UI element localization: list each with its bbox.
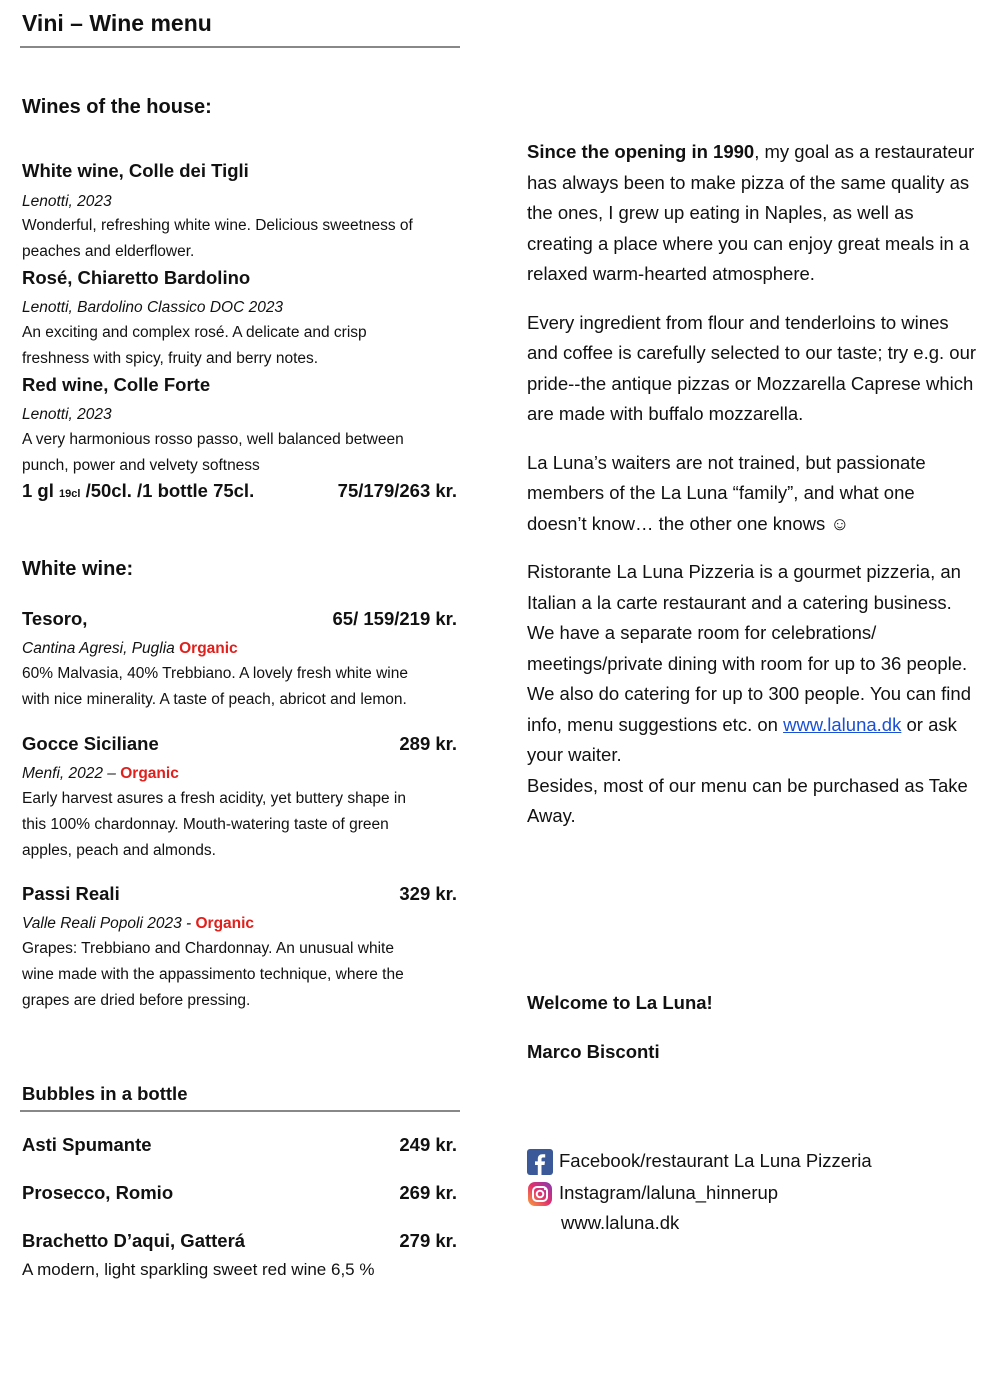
bubbles-item — [22, 1182, 457, 1204]
gocce-origin — [22, 761, 179, 786]
about-paragraph: Besides, most of our menu can be purchased as Take Away. — [527, 774, 968, 826]
gocce-price: 289 kr. — [399, 733, 457, 754]
bubbles-item-name: Brachetto D’aqui, Gatterá — [22, 1230, 246, 1251]
about-paragraph: Every ingredient from flour and tenderloins to wines and coffee is carefully selected to our taste; try e.g. our pride--the antique pizzas or Mozzarella Caprese which are made with buffalo mozzarella. — [527, 311, 977, 424]
signature: Marco Bisconti — [527, 1041, 660, 1062]
paragraph-text: We have a separate room for celebrations/ meetings/private dining with room for up to 36 people. We also do catering for up to 300 people. You can find info, menu suggestions etc. on — [527, 622, 971, 735]
origin-text: Menfi, 2022 – — [22, 765, 116, 782]
facebook-icon — [527, 1149, 553, 1175]
bubbles-item — [22, 1134, 457, 1156]
desc-line: this 100% chardonnay. Mouth-watering taste of green — [22, 816, 389, 833]
desc-line: punch, power and velvety softness — [22, 457, 260, 474]
desc-line: wine made with the appassimento technique, where the — [22, 966, 404, 983]
passi-row — [22, 883, 457, 905]
desc-line: An exciting and complex rosé. A delicate and crisp — [22, 324, 367, 341]
about-paragraph: Ristorante La Luna Pizzeria is a gourmet pizzeria, an Italian a la carte restaurant and a catering business. — [527, 561, 961, 613]
bubbles-divider — [20, 1110, 460, 1112]
welcome-text: Welcome to La Luna! — [527, 992, 713, 1013]
size-prefix: 1 gl — [22, 480, 54, 501]
paragraph-text: or ask your waiter. — [527, 713, 957, 765]
desc-line: Wonderful, refreshing white wine. Delicious sweetness of — [22, 217, 413, 234]
house-red-origin: Lenotti, 2023 — [22, 406, 112, 423]
tesoro-origin — [22, 636, 238, 661]
about-paragraph: La Luna’s waiters are not trained, but passionate members of the La Luna “family”, and what one doesn’t know… the other one knows ☺ — [527, 451, 926, 534]
bubbles-item — [22, 1230, 457, 1252]
size-small: 19cl — [59, 488, 81, 500]
house-prices: 75/179/263 kr. — [337, 480, 457, 501]
desc-line: 60% Malvasia, 40% Trebbiano. A lovely fresh white wine — [22, 665, 408, 682]
passi-origin — [22, 911, 254, 936]
page-title: Vini – Wine menu — [22, 10, 212, 36]
origin-text: Cantina Agresi, Puglia — [22, 640, 175, 657]
paragraph-text: , my goal as a restaurateur has always been to make pizza of the same quality as the ones, I grew up eating in Naples, as well as creating a place where you can enjoy great meals in a relaxed warm-hearted atmosphere. — [527, 141, 975, 284]
passi-desc — [22, 936, 462, 1014]
house-white-origin: Lenotti, 2023 — [22, 193, 112, 210]
bubbles-heading: Bubbles in a bottle — [22, 1083, 188, 1104]
passi-name: Passi Reali — [22, 883, 120, 904]
instagram-icon — [527, 1181, 553, 1207]
house-wines-heading: Wines of the house: — [22, 96, 212, 118]
facebook-text: Facebook/restaurant La Luna Pizzeria — [559, 1150, 872, 1171]
desc-line: A very harmonious rosso passo, well balanced between — [22, 431, 404, 448]
tesoro-row — [22, 608, 457, 630]
bubbles-item-price: 269 kr. — [399, 1182, 457, 1203]
tesoro-desc — [22, 661, 462, 713]
house-red-desc — [22, 427, 462, 479]
tesoro-name: Tesoro, — [22, 608, 88, 629]
size-suffix: /50cl. /1 bottle 75cl. — [85, 480, 255, 501]
brachetto-desc: A modern, light sparkling sweet red wine 6,5 % — [22, 1260, 375, 1279]
instagram-text: Instagram/laluna_hinnerup — [559, 1182, 779, 1203]
desc-line: Grapes: Trebbiano and Chardonnay. An unusual white — [22, 940, 394, 957]
website-line[interactable]: www.laluna.dk — [561, 1212, 680, 1233]
gocce-desc — [22, 786, 462, 864]
website-link[interactable]: www.laluna.dk — [783, 713, 902, 735]
opening-bold: Since the opening in 1990 — [527, 141, 755, 162]
about-paragraph — [527, 618, 977, 771]
desc-line: freshness with spicy, fruity and berry notes. — [22, 350, 319, 367]
title-divider — [20, 46, 460, 48]
bubbles-item-name: Prosecco, Romio — [22, 1182, 174, 1203]
white-wine-heading: White wine: — [22, 558, 134, 580]
desc-line: Early harvest asures a fresh acidity, yet buttery shape in — [22, 790, 406, 807]
desc-line: peaches and elderflower. — [22, 243, 195, 260]
organic-badge: Organic — [120, 765, 179, 782]
house-rose-desc — [22, 320, 462, 372]
house-serving-sizes — [22, 480, 254, 502]
passi-price: 329 kr. — [399, 883, 457, 904]
house-rose-name: Rosé, Chiaretto Bardolino — [22, 267, 251, 288]
instagram-line[interactable] — [527, 1178, 778, 1209]
origin-text: Valle Reali Popoli 2023 - — [22, 915, 192, 932]
house-rose-origin: Lenotti, Bardolino Classico DOC 2023 — [22, 299, 284, 316]
desc-line: with nice minerality. A taste of peach, abricot and lemon. — [22, 691, 407, 708]
bubbles-item-price: 279 kr. — [399, 1230, 457, 1251]
organic-badge: Organic — [195, 915, 255, 932]
about-text — [527, 137, 977, 832]
facebook-line[interactable] — [527, 1146, 872, 1177]
house-price-row — [22, 480, 457, 502]
house-white-name: White wine, Colle dei Tigli — [22, 160, 249, 181]
tesoro-price: 65/ 159/219 kr. — [332, 608, 457, 629]
about-paragraph — [527, 137, 977, 290]
gocce-name: Gocce Siciliane — [22, 733, 159, 754]
desc-line: grapes are dried before pressing. — [22, 992, 251, 1009]
desc-line: apples, peach and almonds. — [22, 842, 216, 859]
house-red-name: Red wine, Colle Forte — [22, 374, 211, 395]
organic-badge: Organic — [179, 640, 238, 657]
bubbles-item-price: 249 kr. — [399, 1134, 457, 1155]
gocce-row — [22, 733, 457, 755]
bubbles-item-name: Asti Spumante — [22, 1134, 152, 1155]
house-white-desc — [22, 213, 462, 265]
